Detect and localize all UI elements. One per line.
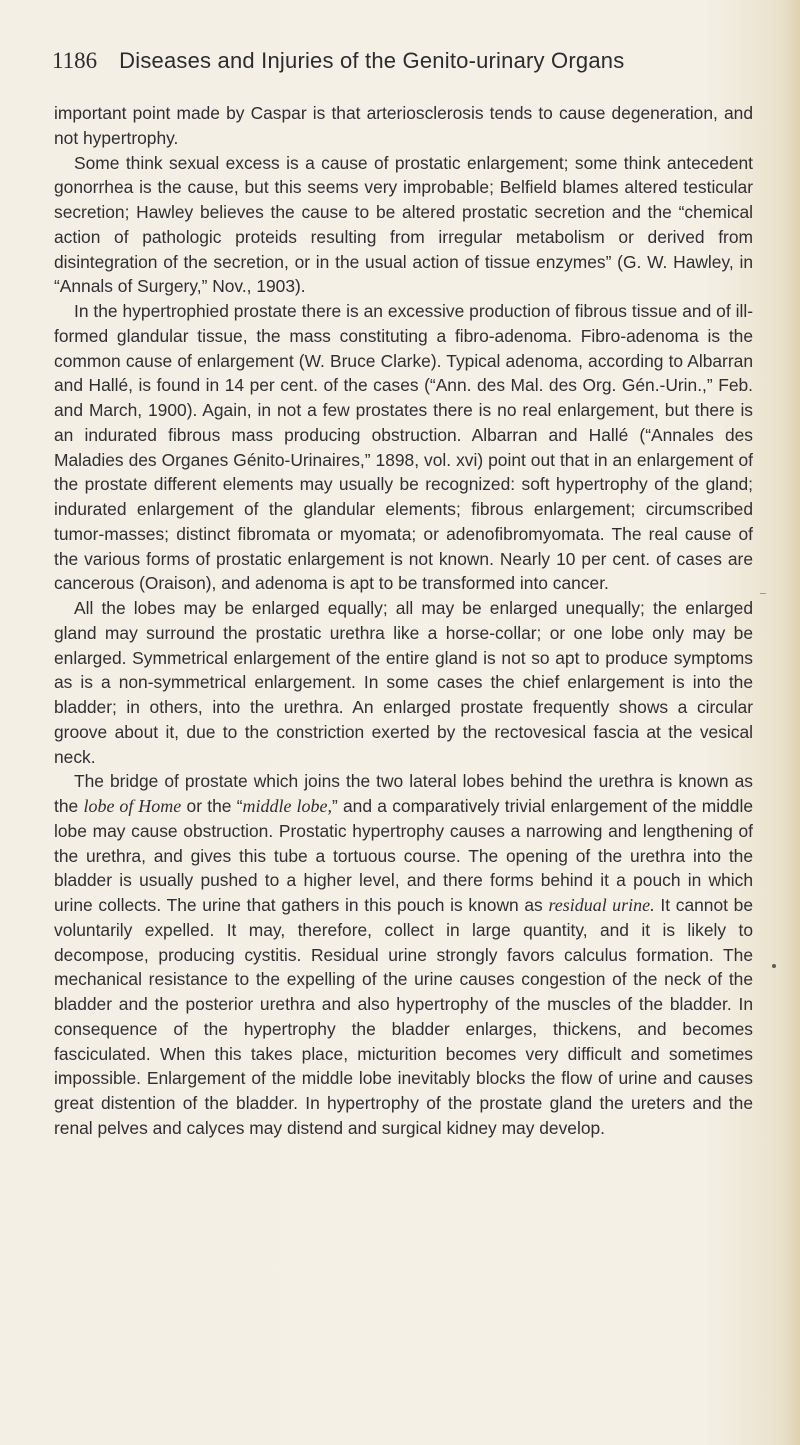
page-header: [52, 48, 752, 74]
term-lobe-of-home: lobe of Home: [83, 796, 182, 816]
body-text: [54, 101, 753, 1141]
margin-ink-tick: [760, 593, 766, 594]
paragraph-1: important point made by Caspar is that arteriosclerosis tends to cause degeneration, and not hypertrophy.: [54, 103, 753, 148]
paragraph-5-text-a: The bridge of prostate which joins the two lateral lobes behind the urethra is known as the: [54, 771, 753, 816]
paragraph-5: [54, 769, 753, 1140]
paragraph-4: All the lobes may be enlarged equally; all may be enlarged unequally; the enlarged gland may surround the prostatic urethra like a horse-collar; or one lobe only may be enlarged. Symmetrical enlargement of the entire gland is not so apt to produce symptoms as is a non-symmetrical enlargement. In some cases the chief enlargement is into the bladder; in others, into the urethra. An enlarged prostate frequently shows a circular groove about it, due to the constriction exerted by the rectovesical fascia at the vesical neck.: [54, 598, 753, 767]
paragraph-5-text-d: It cannot be voluntarily expelled. It may, therefore, collect in large quantity, and it is likely to decompose, producing cystitis. Residual urine strongly favors calculus formation. The mechanical resistance to the expelling of the urine causes congestion of the neck of the bladder and the posterior urethra and also hypertrophy of the muscles of the bladder. In consequence of the hypertrophy the bladder enlarges, thickens, and becomes fasciculated. When this takes place, micturition becomes very difficult and sometimes impossible. Enlargement of the middle lobe inevitably blocks the flow of urine and causes great distention of the bladder. In hypertrophy of the prostate gland the ureters and the renal pelves and calyces may distend and surgical kidney may develop.: [54, 895, 754, 1138]
paragraph-5-text-c: ” and a comparatively trivial enlargement of the middle lobe may cause obstruction. Prostatic hypertrophy causes a narrowing and lengthening of the urethra, and gives this tube a tortuous course. The opening of the urethra into the bladder is usually pushed to a higher level, and there forms behind it a pouch in which urine collects. The urine that gathers in this pouch is known as: [54, 796, 753, 915]
paragraph-5-text-b: or the “: [181, 796, 243, 816]
paragraph-3: In the hypertrophied prostate there is an excessive production of fibrous tissue and of ill-formed glandular tissue, the mass constituting a fibro-adenoma. Fibro-adenoma is the common cause of enlargement (W. Bruce Clarke). Typical adenoma, according to Albarran and Hallé, is found in 14 per cent. of the cases (“Ann. des Mal. des Org. Gén.-Urin.,” Feb. and March, 1900). Again, in not a few prostates there is no real enlargement, but there is an indurated fibrous mass producing obstruction. Albarran and Hallé (“Annales des Maladies des Organes Génito-Urinaires,” 1898, vol. xvi) point out that in an enlargement of the prostate different elements may usually be recognized: soft hypertrophy of the gland; indurated enlargement of the glandular elements; fibrous enlargement; circumscribed tumor-masses; distinct fibromata or myomata; or adenofibromyomata. The real cause of the various forms of prostatic enlargement is not known. Nearly 10 per cent. of cases are cancerous (Oraison), and adenoma is apt to be transformed into cancer.: [54, 301, 753, 594]
term-residual-urine: residual urine.: [548, 895, 655, 915]
margin-ink-dot: [772, 964, 776, 968]
paragraph-2: Some think sexual excess is a cause of prostatic enlargement; some think antecedent gonorrhea is the cause, but this seems very improbable; Belfield blames altered testicular secretion; Hawley believes the cause to be altered prostatic secretion and the “chemical action of pathologic proteids resulting from irregular metabolism or derived from disintegration of the secretion, or in the usual action of tissue enzymes” (G. W. Hawley, in “Annals of Surgery,” Nov., 1903).: [54, 152, 753, 297]
running-title: Diseases and Injuries of the Genito-urinary Organs: [119, 48, 625, 73]
page-edge-shadow: [784, 0, 800, 1445]
term-middle-lobe: middle lobe,: [242, 796, 332, 816]
page-number: 1186: [52, 48, 98, 73]
